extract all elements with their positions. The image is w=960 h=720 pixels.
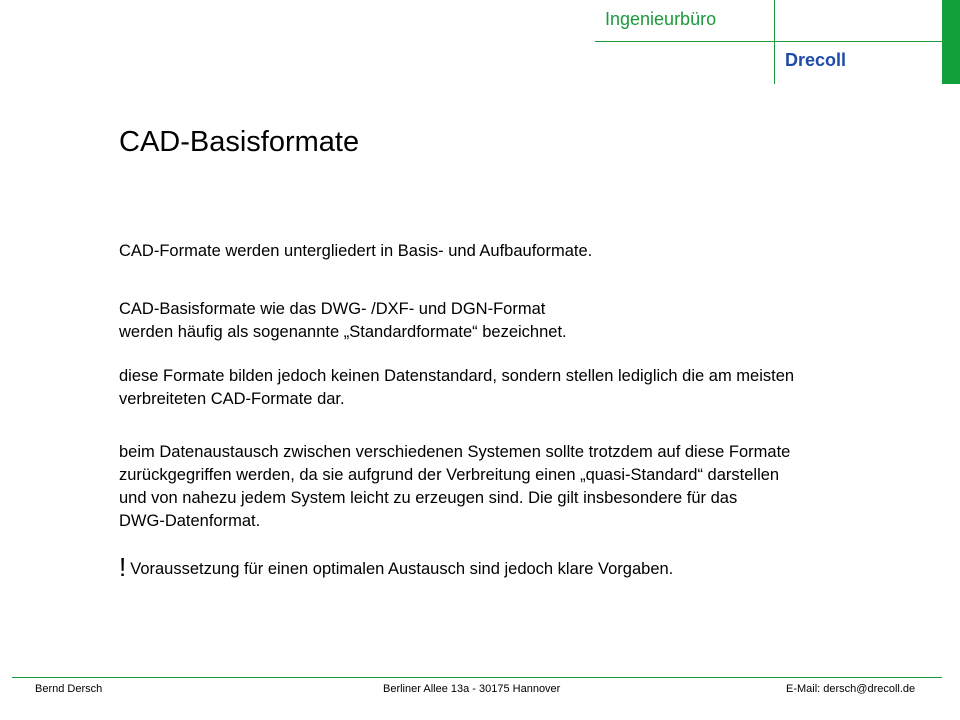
footer-author: Bernd Dersch	[35, 683, 103, 695]
paragraph-line: CAD-Formate werden untergliedert in Basis- und Aufbauformate.	[119, 242, 593, 260]
brand-color-bar	[942, 0, 960, 84]
paragraph-intro	[119, 240, 592, 263]
footer-divider	[12, 677, 942, 678]
footer-email: E-Mail: dersch@drecoll.de	[786, 683, 916, 695]
paragraph-datenaustausch	[119, 441, 919, 533]
slide-title: CAD-Basisformate	[119, 126, 360, 158]
paragraph-datenstandard	[119, 365, 794, 411]
paragraph-line: verbreiteten CAD-Formate dar.	[119, 390, 345, 408]
paragraph-basisformate	[119, 298, 567, 344]
paragraph-line: diese Formate bilden jedoch keinen Datenstandard, sondern stellen lediglich die am meisten	[119, 367, 795, 385]
logo-divider-horizontal	[595, 41, 945, 42]
footer-address: Berliner Allee 13a - 30175 Hannover	[383, 683, 561, 695]
paragraph-line: und von nahezu jedem System leicht zu erzeugen sind. Die gilt insbesondere für das	[119, 489, 738, 507]
note-text: Voraussetzung für einen optimalen Austausch sind jedoch klare Vorgaben.	[130, 560, 674, 578]
exclamation-icon: !	[119, 552, 127, 582]
company-name-line2: Drecoll	[785, 50, 847, 70]
paragraph-line: zurückgegriffen werden, da sie aufgrund der Verbreitung einen „quasi-Standard“ darstellen	[119, 466, 780, 484]
important-note	[119, 552, 674, 582]
company-logo	[0, 0, 960, 90]
paragraph-line: CAD-Basisformate wie das DWG- /DXF- und DGN-Format	[119, 300, 546, 318]
company-name-line1: Ingenieurbüro	[605, 9, 717, 29]
paragraph-line: DWG-Datenformat.	[119, 512, 261, 530]
paragraph-line: werden häufig als sogenannte „Standardformate“ bezeichnet.	[119, 323, 567, 341]
logo-divider-vertical	[774, 0, 775, 84]
paragraph-line: beim Datenaustausch zwischen verschiedenen Systemen sollte trotzdem auf diese Formate	[119, 443, 791, 461]
